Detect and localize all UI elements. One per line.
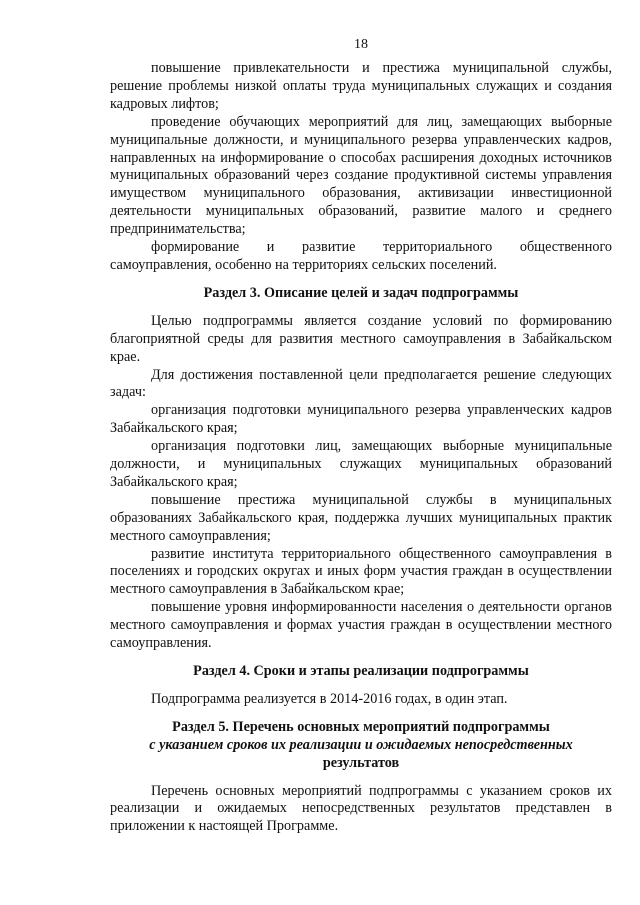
section-heading-line: результатов xyxy=(322,754,400,771)
paragraph: Целью подпрограммы является создание условий по формированию благоприятной среды для развития местного самоуправления в Забайкальском крае. xyxy=(110,312,612,365)
section-heading: Раздел 4. Сроки и этапы реализации подпрограммы xyxy=(193,663,529,679)
document-page xyxy=(110,36,612,836)
section-heading-line: с указанием сроков их реализации и ожидаемых непосредственных xyxy=(149,736,573,753)
list-item: повышение уровня информированности населения о деятельности органов местного самоуправления и формах участия граждан в осуществлении местного самоуправления. xyxy=(110,599,612,652)
paragraph: Для достижения поставленной цели предполагается решение следующих задач: xyxy=(110,366,612,401)
section-heading xyxy=(110,719,612,773)
paragraph: Подпрограмма реализуется в 2014-2016 годах, в один этап. xyxy=(151,690,508,707)
list-item: развитие института территориального общественного самоуправления в поселениях и городских округах и иных форм участия граждан в осуществлении местного самоуправления в Забайкальском крае; xyxy=(110,545,612,598)
paragraph: повышение привлекательности и престижа муниципальной службы, решение проблемы низкой оплаты труда муниципальных служащих и создания кадровых лифтов; xyxy=(110,60,612,112)
paragraph: проведение обучающих мероприятий для лиц, замещающих выборные муниципальные должности, и муниципального резерва управленческих кадров, направленных на информирование о способах расширения доходных источников муниципальных образований через создание продуктивной системы управления имуществом муниципального образования, активизации инвестиционной деятельности муниципальных образований, развитие малого и среднего предпринимательства; xyxy=(110,113,612,238)
section-heading: Раздел 3. Описание целей и задач подпрограммы xyxy=(203,284,519,301)
list-item: повышение престижа муниципальной службы в муниципальных образованиях Забайкальского края, поддержка лучших муниципальных практик местного самоуправления; xyxy=(110,491,612,544)
paragraph: формирование и развитие территориального общественного самоуправления, особенно на территориях сельских поселений. xyxy=(110,239,612,273)
section-heading-line: Раздел 5. Перечень основных мероприятий подпрограммы xyxy=(172,718,550,735)
page-number: 18 xyxy=(354,37,368,52)
list-item: организация подготовки муниципального резерва управленческих кадров Забайкальского края; xyxy=(110,402,612,437)
paragraph: Перечень основных мероприятий подпрограммы с указанием сроков их реализации и ожидаемых непосредственных результатов представлен в приложении к настоящей Программе. xyxy=(110,782,612,835)
list-item: организация подготовки лиц, замещающих выборные муниципальные должности, и муниципальных служащих муниципальных образований Забайкальского края; xyxy=(110,438,612,490)
